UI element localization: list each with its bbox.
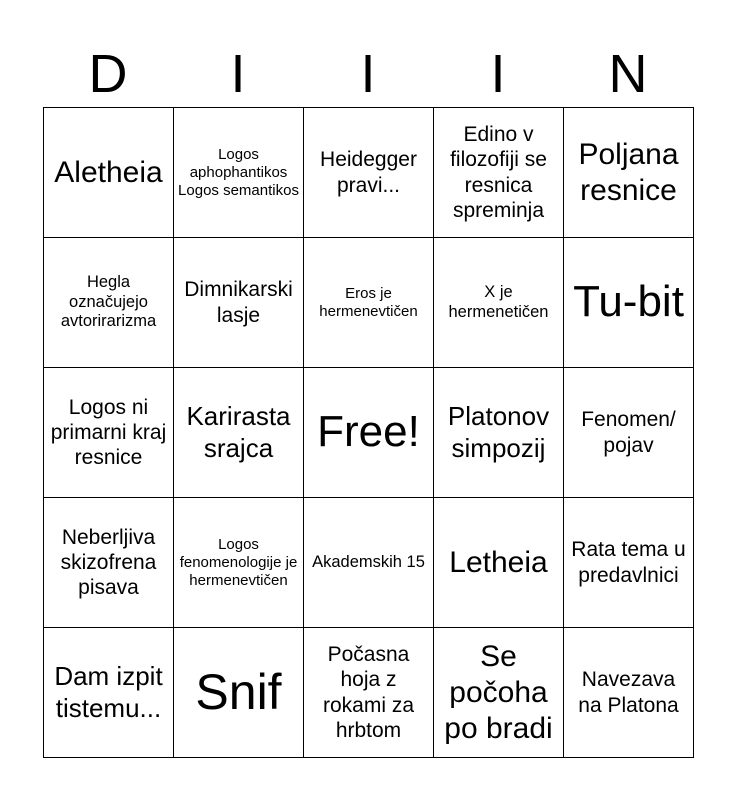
bingo-cell-r4-c5[interactable]: Rata tema u predavlnici bbox=[564, 498, 694, 628]
bingo-cell-r1-c3[interactable]: Heidegger pravi... bbox=[304, 108, 434, 238]
bingo-cell-r4-c3[interactable]: Akademskih 15 bbox=[304, 498, 434, 628]
bingo-header bbox=[43, 40, 693, 108]
bingo-cell-r2-c1[interactable]: Hegla označujejo avtorirarizma bbox=[44, 238, 174, 368]
bingo-cell-r3-c1[interactable]: Logos ni primarni kraj resnice bbox=[44, 368, 174, 498]
bingo-cell-r5-c1[interactable]: Dam izpit tistemu... bbox=[44, 628, 174, 758]
bingo-cell-r2-c4[interactable]: X je hermenetičen bbox=[434, 238, 564, 368]
bingo-cell-r5-c2[interactable]: Snif bbox=[174, 628, 304, 758]
bingo-cell-r2-c5[interactable]: Tu-bit bbox=[564, 238, 694, 368]
header-letter-1: D bbox=[88, 44, 128, 104]
bingo-cell-r5-c4[interactable]: Se počoha po bradi bbox=[434, 628, 564, 758]
bingo-cell-r3-c2[interactable]: Karirasta srajca bbox=[174, 368, 304, 498]
bingo-grid bbox=[43, 107, 694, 758]
bingo-cell-r5-c5[interactable]: Navezava na Platona bbox=[564, 628, 694, 758]
bingo-cell-r1-c4[interactable]: Edino v filozofiji se resnica spreminja bbox=[434, 108, 564, 238]
bingo-cell-r4-c4[interactable]: Letheia bbox=[434, 498, 564, 628]
header-letter-3: I bbox=[360, 44, 376, 104]
bingo-cell-r2-c3[interactable]: Eros je hermenevtičen bbox=[304, 238, 434, 368]
bingo-cell-r4-c1[interactable]: Neberljiva skizofrena pisava bbox=[44, 498, 174, 628]
bingo-cell-r3-c5[interactable]: Fenomen/ pojav bbox=[564, 368, 694, 498]
header-letter-5: N bbox=[608, 44, 648, 104]
bingo-cell-r4-c2[interactable]: Logos fenomenologije je hermenevtičen bbox=[174, 498, 304, 628]
bingo-cell-r1-c2[interactable]: Logos aphophantikos Logos semantikos bbox=[174, 108, 304, 238]
header-letter-2: I bbox=[230, 44, 246, 104]
bingo-cell-r2-c2[interactable]: Dimnikarski lasje bbox=[174, 238, 304, 368]
bingo-cell-r3-c3-free[interactable]: Free! bbox=[304, 368, 434, 498]
header-letter-4: I bbox=[490, 44, 506, 104]
bingo-cell-r1-c5[interactable]: Poljana resnice bbox=[564, 108, 694, 238]
bingo-cell-r5-c3[interactable]: Počasna hoja z rokami za hrbtom bbox=[304, 628, 434, 758]
bingo-cell-r3-c4[interactable]: Platonov simpozij bbox=[434, 368, 564, 498]
bingo-cell-r1-c1[interactable]: Aletheia bbox=[44, 108, 174, 238]
